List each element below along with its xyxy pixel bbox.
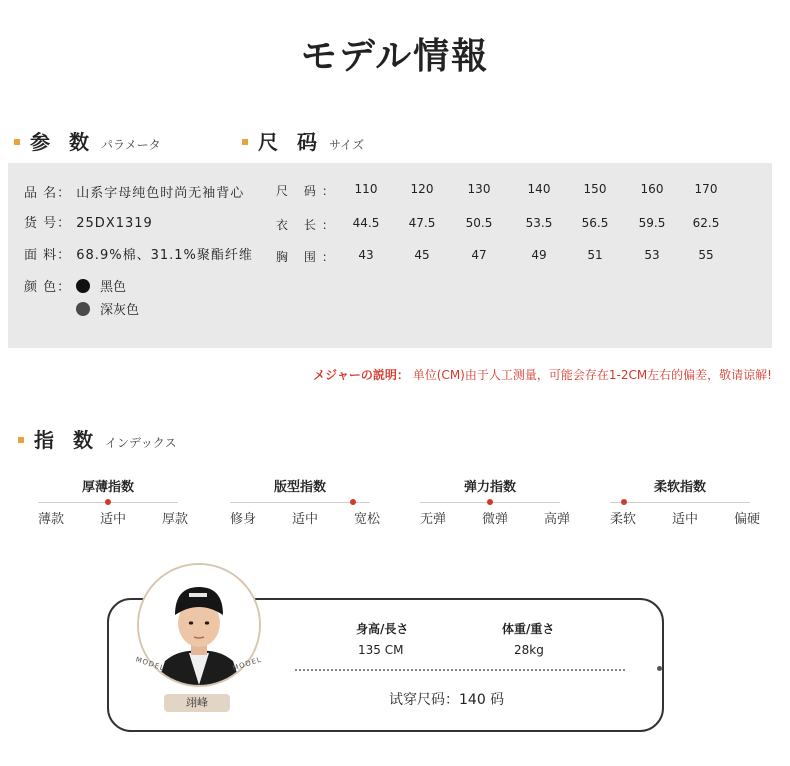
section-bullet	[14, 139, 20, 145]
weight-value: 28kg	[514, 643, 544, 657]
divider-dotted	[295, 669, 625, 671]
index-label: 适中	[291, 512, 318, 527]
params-section-subtitle: パラメータ	[100, 138, 161, 152]
index-labels	[610, 508, 760, 527]
index-title: 版型指数	[273, 480, 326, 495]
color-option-darkgray	[76, 299, 139, 318]
color-swatch	[76, 302, 90, 316]
index-label: 柔软	[610, 512, 637, 527]
index-label: 适中	[671, 512, 698, 527]
param-code: 货 号： 25DX1319	[24, 216, 153, 231]
size-cell: 160	[640, 182, 664, 196]
size-row-label: 衣 长：	[276, 218, 340, 232]
measurement-note	[0, 366, 772, 383]
section-bullet	[18, 437, 24, 443]
section-bullet	[242, 139, 248, 145]
size-cell: 59.5	[638, 216, 666, 230]
index-marker	[621, 499, 627, 505]
index-label: 微弹	[481, 512, 508, 527]
index-label: 薄款	[38, 512, 65, 527]
size-cell: 50.5	[465, 216, 493, 230]
index-label: 宽松	[353, 512, 380, 527]
index-label: 修身	[230, 512, 257, 527]
index-labels	[38, 508, 188, 527]
param-color-label: 颜 色：	[24, 280, 72, 295]
size-cell: 44.5	[352, 216, 380, 230]
size-row-label: 胸 围：	[276, 250, 340, 264]
index-label: 厚款	[161, 512, 188, 527]
index-labels	[420, 508, 570, 527]
ring-text-right: MODEL	[231, 655, 263, 673]
size-section-head	[242, 126, 364, 155]
size-cell: 43	[358, 248, 374, 262]
color-swatch	[76, 279, 90, 293]
size-cell: 47	[471, 248, 487, 262]
color-option-black	[76, 276, 126, 295]
size-section-title: 尺 码	[258, 130, 323, 154]
size-cell: 56.5	[581, 216, 609, 230]
size-cell: 130	[467, 182, 491, 196]
params-section-head	[14, 126, 161, 155]
param-name: 品 名： 山系字母纯色时尚无袖背心	[24, 186, 245, 201]
fit-size: 试穿尺码：140 码	[389, 692, 505, 708]
size-cell: 53.5	[525, 216, 553, 230]
size-cell: 49	[531, 248, 547, 262]
index-section-subtitle: インデックス	[104, 436, 177, 450]
size-cell: 62.5	[692, 216, 720, 230]
index-labels	[230, 508, 380, 527]
index-label: 无弹	[420, 512, 447, 527]
ring-text-left: MODEL	[134, 655, 166, 673]
weight-label: 体重/重さ	[502, 622, 555, 636]
size-cell: 51	[587, 248, 603, 262]
size-cell: 53	[644, 248, 660, 262]
index-title: 弹力指数	[463, 480, 516, 495]
index-marker	[487, 499, 493, 505]
size-cell: 55	[698, 248, 714, 262]
index-label: 适中	[99, 512, 126, 527]
index-scale	[38, 502, 178, 503]
color-name: 黑色	[100, 280, 127, 295]
model-name-tag: 翊峰	[164, 694, 230, 712]
param-material: 面 料： 68.9%棉、31.1%聚酯纤维	[24, 248, 253, 263]
divider-end-dot	[657, 666, 662, 671]
height-label: 身高/長さ	[356, 622, 409, 636]
size-section-subtitle: サイズ	[328, 138, 365, 152]
note-text: 单位(CM)由于人工测量，可能会存在1-2CM左右的偏差，敬请谅解!	[408, 368, 772, 382]
index-scale	[230, 502, 370, 503]
size-cell: 45	[414, 248, 430, 262]
size-cell: 47.5	[408, 216, 436, 230]
size-cell: 150	[583, 182, 607, 196]
page-title: モデル情報	[300, 36, 490, 77]
color-name: 深灰色	[100, 303, 140, 318]
size-row-label: 尺 码：	[276, 184, 340, 198]
index-label: 高弹	[543, 512, 570, 527]
index-scale	[610, 502, 750, 503]
note-label: メジャーの説明：	[313, 368, 409, 382]
index-title: 厚薄指数	[81, 480, 134, 495]
params-section-title: 参 数	[30, 130, 95, 154]
size-cell: 120	[410, 182, 434, 196]
index-section-title: 指 数	[34, 428, 99, 452]
index-marker	[350, 499, 356, 505]
size-cell: 140	[527, 182, 551, 196]
index-section-head	[18, 424, 177, 453]
index-label: 偏硬	[733, 512, 760, 527]
size-cell: 170	[694, 182, 718, 196]
height-value: 135 CM	[358, 643, 404, 657]
index-title: 柔软指数	[653, 480, 706, 495]
index-scale	[420, 502, 560, 503]
index-marker	[105, 499, 111, 505]
size-cell: 110	[354, 182, 378, 196]
